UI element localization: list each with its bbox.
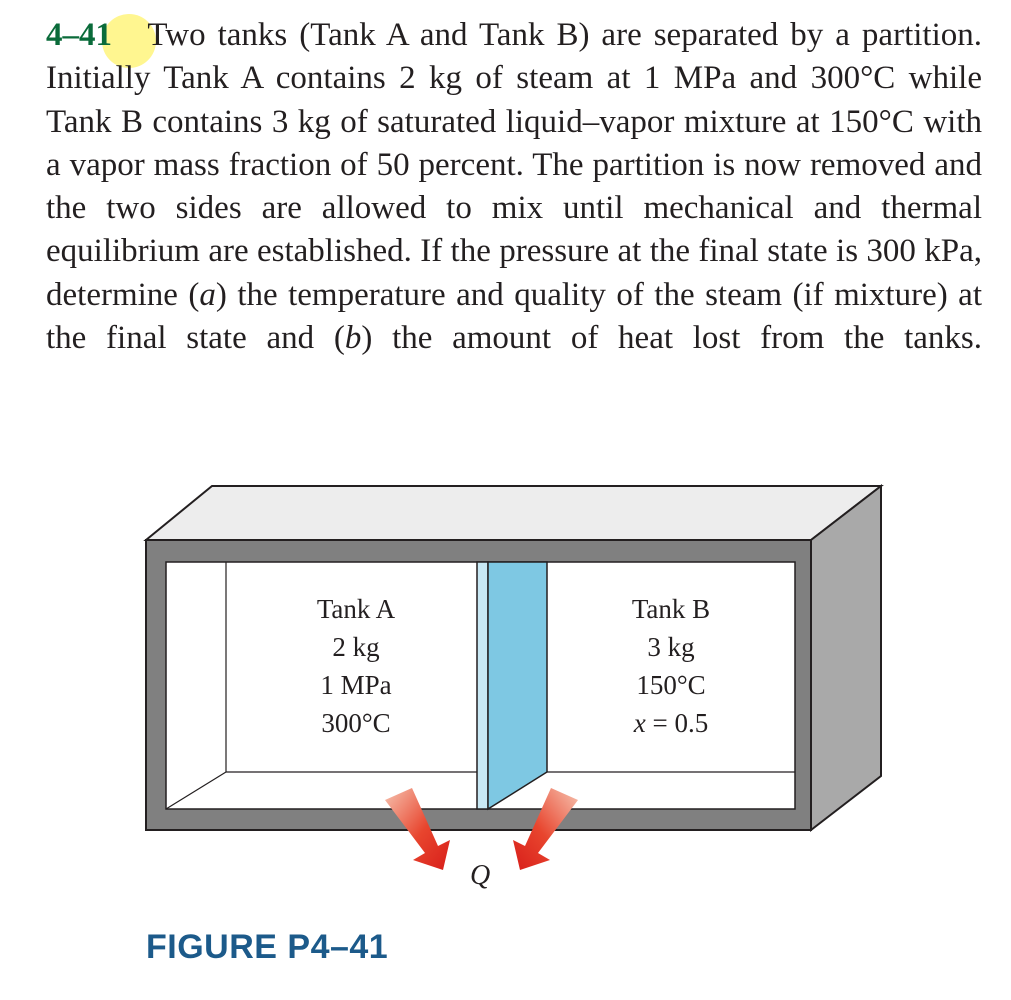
problem-text-2: ) the temperature and quality of the steam (if mixture) at the final state and ( xyxy=(46,276,982,357)
tank-a-pressure: 1 MPa xyxy=(320,670,392,700)
tank-b-mass: 3 kg xyxy=(647,632,695,662)
tank-b-name: Tank B xyxy=(631,594,711,624)
figure-caption: FIGURE P4–41 xyxy=(146,928,389,966)
problem-text-1: Two tanks (Tank A and Tank B) are separated by a partition. Initially Tank A contains 2 kg of steam at 1 MPa and 300°C while Tank B contains 3 kg of saturated liquid–vapor mixture at 150°C with a vapor mass fraction of 50 percent. The partition is now removed and the two sides are allowed to mix until mechanical and thermal equilibrium are established. If the pressure at the final state is 300 kPa, determine ( xyxy=(46,17,982,313)
heat-label: Q xyxy=(470,860,491,891)
part-b-label: b xyxy=(344,320,362,357)
tank-side-face xyxy=(811,486,881,830)
tank-b-temperature: 150°C xyxy=(636,670,706,700)
quality-value: = 0.5 xyxy=(645,708,709,738)
tank-a-temperature: 300°C xyxy=(321,708,391,738)
tank-a-mass: 2 kg xyxy=(332,632,380,662)
tank-a-name: Tank A xyxy=(316,594,396,624)
tank-a-label xyxy=(276,590,436,742)
partition xyxy=(488,562,547,809)
tank-b-label xyxy=(591,590,751,742)
part-a-label: a xyxy=(199,276,216,313)
tank-b-quality xyxy=(591,704,751,742)
quality-symbol: x xyxy=(633,708,646,738)
problem-text-3: ) the amount of heat lost from the tanks. xyxy=(361,320,982,357)
partition-edge xyxy=(477,562,488,809)
problem-number: 4–41 xyxy=(46,17,112,53)
tank-top-face xyxy=(146,486,881,540)
